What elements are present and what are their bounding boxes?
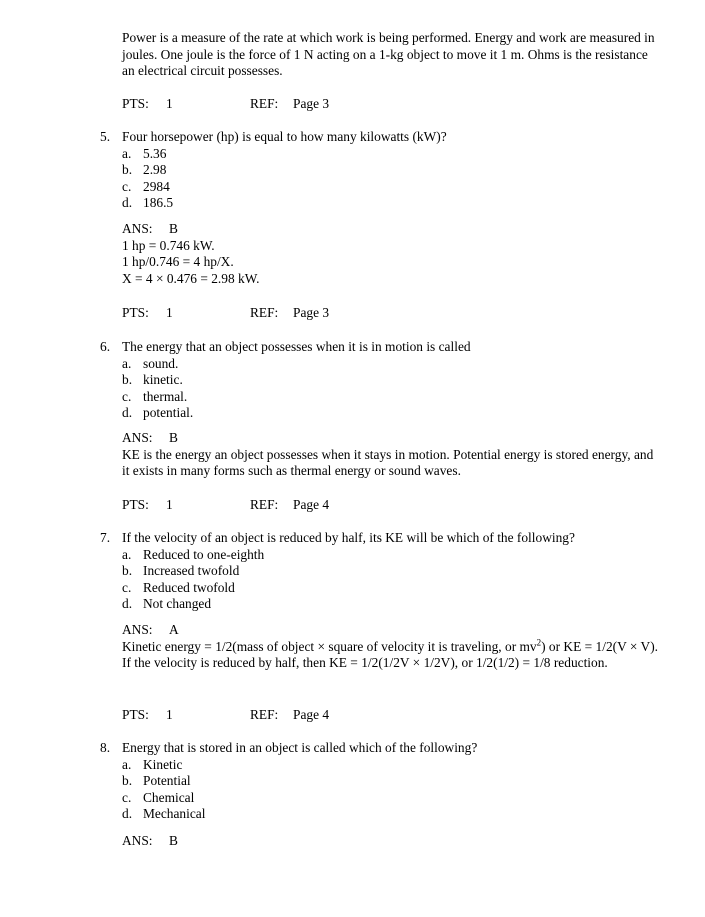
answer-line: ANS: A [122, 622, 179, 637]
question-number: 6. [100, 339, 111, 354]
answer-line: ANS: B [122, 221, 178, 236]
option-a: a. Kinetic [122, 756, 183, 772]
ref-value: Page 3 [293, 96, 330, 111]
options-list [122, 356, 193, 422]
option-b: b. 2.98 [122, 162, 167, 178]
question-number: 7. [100, 530, 111, 545]
explanation-line: 1 hp = 0.746 kW. [122, 237, 215, 253]
answer-line: ANS: B [122, 430, 178, 445]
explanation-paragraph: KE is the energy an object possesses when it stays in motion. Potential energy is stored energy, and it exists in many forms such as thermal energy or sound waves. [122, 446, 654, 479]
option-d: d. 186.5 [122, 195, 174, 211]
question-number: 5. [100, 129, 111, 144]
answer-block-8 [122, 833, 662, 850]
question-stem: If the velocity of an object is reduced by half, its KE will be which of the following? [122, 530, 575, 545]
option-b: b. Potential [122, 773, 191, 789]
option-c: c. thermal. [122, 388, 188, 404]
pts-ref-line: PTS: 1 REF: Page 4 [122, 707, 330, 722]
explanation-line: 1 hp/0.746 = 4 hp/X. [122, 254, 234, 270]
explanation-line: X = 4 × 0.476 = 2.98 kW. [122, 270, 260, 286]
option-d: d. Not changed [122, 596, 212, 612]
pts-value: 1 [166, 96, 173, 111]
pts-ref-line: PTS: 1 REF: Page 3 [122, 305, 330, 320]
option-c: c. 2984 [122, 178, 170, 194]
pts-value: 1 [166, 305, 173, 320]
answer-block-7 [122, 622, 662, 672]
ref-value: Page 4 [293, 707, 330, 722]
pts-value: 1 [166, 497, 173, 512]
option-c: c. Reduced twofold [122, 579, 235, 595]
ref-value: Page 4 [293, 497, 330, 512]
explanation-paragraph: Kinetic energy = 1/2(mass of object × square of velocity it is traveling, or $mv^2$) or KE = 1/2(V × V). If the velocity is reduced by half, then KE = 1/2(1/2V × 1/2V), or 1/2(1/2) = 1/8 reduction. [122, 637, 659, 671]
answer-block-5 [122, 221, 662, 287]
question-stem: Energy that is stored in an object is called which of the following? [122, 740, 478, 755]
question-stem: Four horsepower (hp) is equal to how many kilowatts (kW)? [122, 129, 447, 144]
option-b: b. kinetic. [122, 372, 183, 388]
question-number: 8. [100, 740, 111, 755]
pts-ref-line [122, 96, 422, 113]
option-d: d. Mechanical [122, 806, 206, 822]
option-b: b. Increased twofold [122, 563, 240, 579]
pts-ref-line: PTS: 1 REF: Page 4 [122, 497, 330, 512]
option-a: a. 5.36 [122, 145, 167, 161]
answer-block-6 [122, 430, 662, 480]
question-stem: The energy that an object possesses when it is in motion is called [122, 339, 471, 354]
pts-label: PTS: [122, 96, 149, 111]
intro-paragraph: Power is a measure of the rate at which work is being performed. Energy and work are measured in joules. One joule is the force of 1 N acting on a 1-kg object to move it 1 m. Ohms is the resistance an electrical circuit possesses. [122, 30, 655, 79]
answer-value: A [169, 622, 179, 637]
answer-value: B [169, 833, 178, 848]
answer-line: ANS: B [122, 833, 178, 848]
answer-value: B [169, 430, 178, 445]
options-list [122, 547, 264, 613]
pts-value: 1 [166, 707, 173, 722]
ref-value: Page 3 [293, 305, 330, 320]
option-a: a. sound. [122, 355, 179, 371]
options-list [122, 146, 173, 212]
option-d: d. potential. [122, 405, 194, 421]
options-list [122, 757, 205, 823]
ref-label: REF: [250, 96, 279, 111]
option-c: c. Chemical [122, 789, 195, 805]
answer-value: B [169, 221, 178, 236]
option-a: a. Reduced to one-eighth [122, 546, 265, 562]
